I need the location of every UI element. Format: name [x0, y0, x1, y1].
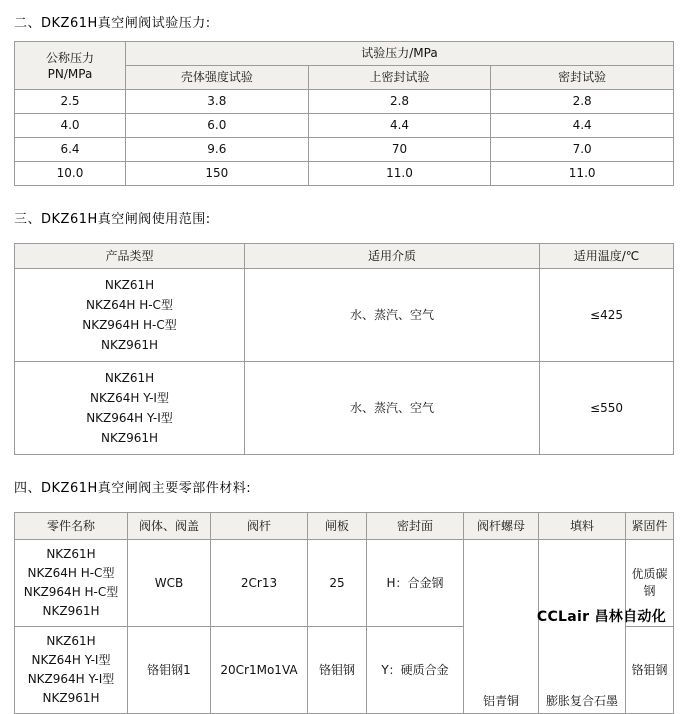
section-title-3: 三、DKZ61H真空闸阀使用范围: — [14, 212, 211, 227]
header-fastener: 紧固件 — [626, 513, 674, 540]
type-line: NKZ961H — [101, 431, 158, 445]
type-line: NKZ961H — [42, 604, 100, 618]
type-line: NKZ964H Y-I型 — [86, 411, 173, 425]
cell-seal: 2.8 — [491, 90, 674, 114]
header-medium: 适用介质 — [245, 244, 540, 269]
cell-part-types — [15, 627, 128, 714]
cell-shell: 9.6 — [126, 138, 309, 162]
cell-body-bonnet: 铬钼钢1 — [128, 627, 211, 714]
table-header-row — [15, 42, 674, 66]
type-line: NKZ64H H-C型 — [86, 298, 173, 312]
type-line: NKZ964H Y-I型 — [27, 672, 115, 686]
type-line: NKZ64H Y-I型 — [31, 653, 111, 667]
table-row — [15, 162, 674, 186]
type-line: NKZ64H H-C型 — [27, 566, 115, 580]
test-pressure-table — [14, 41, 674, 186]
type-line: NKZ64H Y-I型 — [90, 391, 169, 405]
cell-sealing-face: H：合金钢 — [367, 540, 464, 627]
table-row — [15, 114, 674, 138]
header-nominal-pressure — [15, 42, 126, 90]
cell-upper-seal: 70 — [308, 138, 491, 162]
cell-seal: 7.0 — [491, 138, 674, 162]
cell-pn: 10.0 — [15, 162, 126, 186]
cell-temperature: ≤550 — [540, 362, 674, 455]
header-nominal-pressure-line1: 公称压力 — [45, 50, 94, 65]
cell-upper-seal: 4.4 — [308, 114, 491, 138]
cell-product-types — [15, 362, 245, 455]
section-title-2: 二、DKZ61H真空闸阀试验压力: — [14, 16, 211, 31]
cell-gate: 铬钼钢 — [308, 627, 367, 714]
table-row — [15, 90, 674, 114]
type-line: NKZ961H — [42, 691, 100, 705]
type-line: NKZ61H — [104, 371, 155, 385]
cell-stem: 20Cr1Mo1VA — [211, 627, 308, 714]
header-test-pressure-group: 试验压力/MPa — [126, 42, 674, 66]
cell-stem: 2Cr13 — [211, 540, 308, 627]
cell-seal: 4.4 — [491, 114, 674, 138]
table-row — [15, 362, 674, 455]
cell-part-types — [15, 540, 128, 627]
table-header-row — [15, 244, 674, 269]
cell-shell: 6.0 — [126, 114, 309, 138]
cell-pn: 2.5 — [15, 90, 126, 114]
type-line: NKZ964H H-C型 — [82, 318, 177, 332]
section-title-4: 四、DKZ61H真空闸阀主要零部件材料: — [14, 481, 252, 496]
cell-sealing-face: Y：硬质合金 — [367, 627, 464, 714]
cell-shell: 150 — [126, 162, 309, 186]
type-line: NKZ61H — [46, 634, 96, 648]
subheader-seal: 密封试验 — [491, 66, 674, 90]
header-nominal-pressure-line2: PN/MPa — [47, 66, 93, 81]
table-row — [15, 269, 674, 362]
cell-fastener: 优质碳钢 — [626, 540, 674, 627]
header-product-type: 产品类型 — [15, 244, 245, 269]
cell-product-types — [15, 269, 245, 362]
cell-pn: 4.0 — [15, 114, 126, 138]
type-line: NKZ61H — [46, 547, 96, 561]
cell-medium: 水、蒸汽、空气 — [245, 362, 540, 455]
cell-upper-seal: 11.0 — [308, 162, 491, 186]
cell-packing: 膨胀复合石墨 — [539, 540, 626, 714]
subheader-upper-seal: 上密封试验 — [308, 66, 491, 90]
header-body-bonnet: 阀体、阀盖 — [128, 513, 211, 540]
header-sealing-face: 密封面 — [367, 513, 464, 540]
cell-temperature: ≤425 — [540, 269, 674, 362]
watermark-logo: CCLair 昌林自动化 — [536, 609, 666, 625]
type-line: NKZ961H — [101, 338, 158, 352]
cell-upper-seal: 2.8 — [308, 90, 491, 114]
cell-pn: 6.4 — [15, 138, 126, 162]
cell-fastener: 铬钼钢 — [626, 627, 674, 714]
usage-range-table — [14, 243, 674, 455]
subheader-shell-strength: 壳体强度试验 — [126, 66, 309, 90]
table-header-row — [15, 513, 674, 540]
cell-shell: 3.8 — [126, 90, 309, 114]
cell-stem-nut: 铝青铜 — [464, 540, 539, 714]
header-stem: 阀杆 — [211, 513, 308, 540]
cell-gate: 25 — [308, 540, 367, 627]
cell-body-bonnet: WCB — [128, 540, 211, 627]
cell-seal: 11.0 — [491, 162, 674, 186]
header-temperature: 适用温度/℃ — [540, 244, 674, 269]
type-line: NKZ964H H-C型 — [23, 585, 119, 599]
header-packing: 填料 — [539, 513, 626, 540]
header-part-name: 零件名称 — [15, 513, 128, 540]
header-stem-nut: 阀杆螺母 — [464, 513, 539, 540]
cell-medium: 水、蒸汽、空气 — [245, 269, 540, 362]
type-line: NKZ61H — [104, 278, 155, 292]
table-row — [15, 138, 674, 162]
header-gate: 闸板 — [308, 513, 367, 540]
